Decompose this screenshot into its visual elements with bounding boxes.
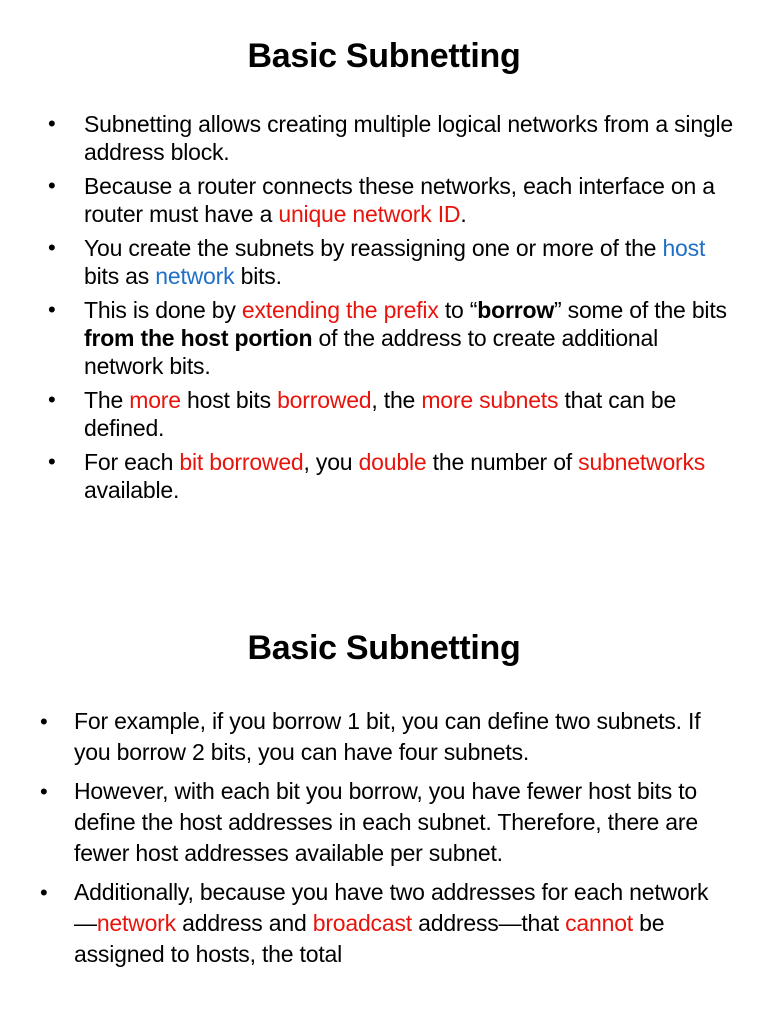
bullet-text-run: For example, if you borrow 1 bit, you can define two subnets. If you borrow 2 bits, you can have four subnets. bbox=[74, 708, 701, 765]
bullet-text-run: . bbox=[460, 201, 467, 227]
bullet-text-run: Because a router connects these networks, each interface on a router must have a bbox=[84, 173, 715, 227]
bullet-text-run: more bbox=[129, 387, 181, 413]
bullet-text-run: You create the subnets by reassigning one or more of the bbox=[84, 235, 663, 261]
bullet-list bbox=[0, 706, 768, 970]
bullet-text-run: to “ bbox=[438, 297, 478, 323]
bullet-text-run: , you bbox=[303, 449, 359, 475]
bullet-item bbox=[0, 877, 768, 970]
bullet-text-run: subnetworks bbox=[578, 449, 706, 475]
bullet-text-run: borrow bbox=[477, 297, 555, 323]
slide-title: Basic Subnetting bbox=[247, 629, 521, 667]
bullet-item bbox=[0, 386, 768, 442]
bullet-text-run: from the host portion bbox=[84, 325, 313, 351]
bullet-dot-icon: • bbox=[40, 779, 48, 804]
bullet-text-run: Additionally, because you have two addresses for each network— bbox=[74, 879, 709, 936]
bullet-text-run: ” some of the bits bbox=[554, 297, 727, 323]
bullet-item bbox=[0, 448, 768, 504]
bullet-text-run: Subnetting allows creating multiple logical networks from a single address block. bbox=[84, 111, 734, 165]
bullet-text-run: However, with each bit you borrow, you have fewer host bits to define the host addresses in each subnet. Therefore, there are fewer host addresses available per subnet. bbox=[74, 778, 698, 866]
bullet-item bbox=[0, 296, 768, 380]
bullet-text-run: network bbox=[155, 263, 235, 289]
bullet-dot-icon: • bbox=[48, 235, 56, 260]
bullet-dot-icon: • bbox=[48, 173, 56, 198]
bullet-dot-icon: • bbox=[48, 449, 56, 474]
bullet-item bbox=[0, 172, 768, 228]
bullet-text-run: that can be defined. bbox=[84, 387, 677, 441]
bullet-text-run: , the bbox=[371, 387, 422, 413]
bullet-dot-icon: • bbox=[48, 111, 56, 136]
bullet-text-run: The bbox=[84, 387, 130, 413]
bullet-text-run: bits as bbox=[84, 263, 156, 289]
bullet-text-run: host bits bbox=[180, 387, 278, 413]
slide-2 bbox=[0, 590, 768, 1024]
bullet-item bbox=[0, 110, 768, 166]
bullet-dot-icon: • bbox=[48, 387, 56, 412]
bullet-text-run: broadcast bbox=[312, 910, 412, 936]
bullet-text-run: the number of bbox=[426, 449, 579, 475]
bullet-text-run: For each bbox=[84, 449, 180, 475]
bullet-text-run: borrowed bbox=[277, 387, 372, 413]
bullet-text-run: of the address to create additional network bits. bbox=[84, 325, 659, 379]
bullet-text-run: be assigned to hosts, the total bbox=[74, 910, 665, 967]
bullet-text-run: network bbox=[96, 910, 176, 936]
bullet-text-run: unique network ID bbox=[278, 201, 461, 227]
bullet-text-run: bits. bbox=[234, 263, 282, 289]
bullet-text-run: bit borrowed bbox=[179, 449, 304, 475]
bullet-text-run: This is done by bbox=[84, 297, 242, 323]
bullet-text-run: available. bbox=[84, 477, 180, 503]
bullet-dot-icon: • bbox=[48, 297, 56, 322]
bullet-dot-icon: • bbox=[40, 709, 48, 734]
bullet-text-run: cannot bbox=[565, 910, 633, 936]
bullet-text-run: address—that bbox=[411, 910, 566, 936]
bullet-text-run: double bbox=[358, 449, 427, 475]
bullet-list bbox=[0, 110, 768, 504]
bullet-item bbox=[0, 776, 768, 869]
slide-title: Basic Subnetting bbox=[247, 37, 521, 75]
bullet-item bbox=[0, 234, 768, 290]
bullet-item bbox=[0, 706, 768, 768]
bullet-dot-icon: • bbox=[40, 880, 48, 905]
bullet-text-run: more subnets bbox=[421, 387, 559, 413]
bullet-text-run: address and bbox=[175, 910, 313, 936]
bullet-text-run: host bbox=[662, 235, 706, 261]
bullet-text-run: extending the prefix bbox=[241, 297, 439, 323]
